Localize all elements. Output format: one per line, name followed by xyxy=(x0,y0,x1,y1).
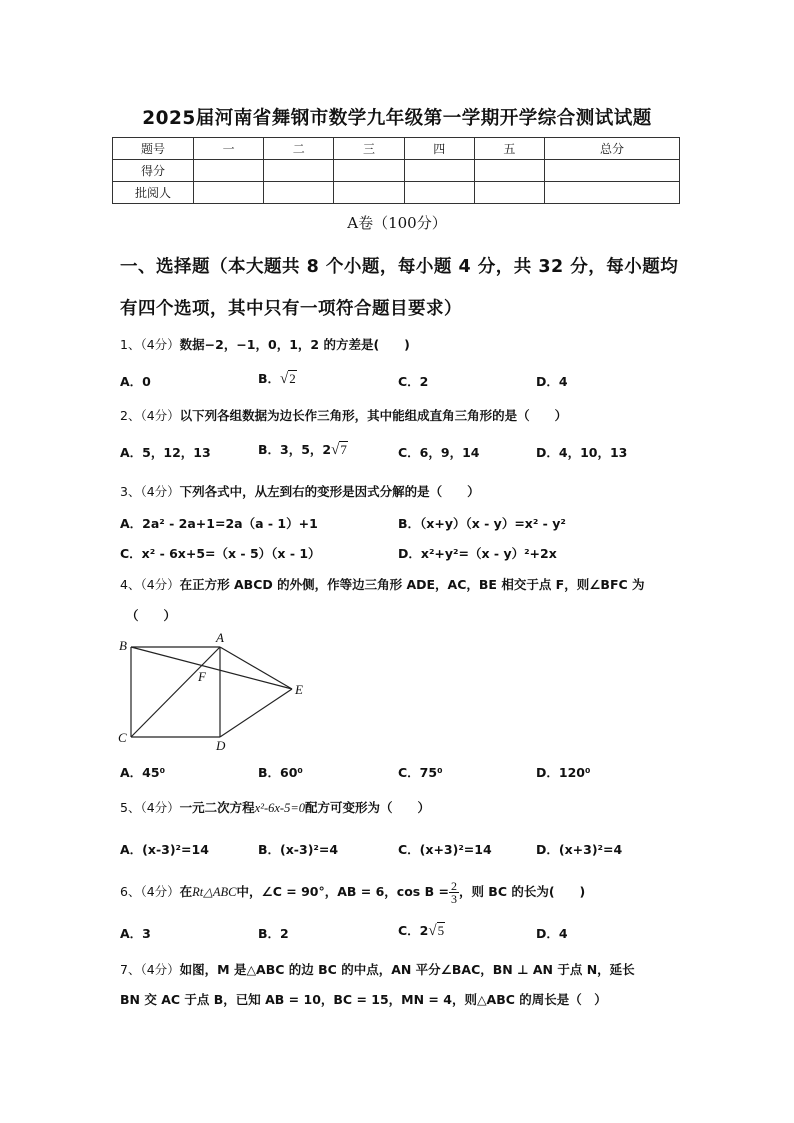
option-b xyxy=(258,369,297,388)
section-a-label: A卷（100分） xyxy=(347,214,447,232)
question-text: 配方可变形为（ ） xyxy=(305,800,431,815)
score-cell xyxy=(194,160,264,182)
option-d: D．(x+3)²=4 xyxy=(536,842,623,857)
segment-be xyxy=(131,647,292,689)
option-d: D．x²+y²=（x - y）²+2x xyxy=(398,546,557,561)
radical-sign: √ xyxy=(331,442,340,458)
question-4-blank: （ ） xyxy=(126,608,177,623)
score-cell: 五 xyxy=(474,138,544,160)
score-cell: 题号 xyxy=(113,138,194,160)
question-number: 2、 xyxy=(120,408,141,423)
option-c: C．(x+3)²=14 xyxy=(398,842,492,857)
score-cell: 总分 xyxy=(545,138,680,160)
score-table-row xyxy=(113,160,680,182)
question-number: 1、 xyxy=(120,337,141,352)
question-2 xyxy=(120,406,680,424)
question-text: 中，∠C = 90°，AB = 6，cos B = xyxy=(236,884,449,899)
label-c: C xyxy=(118,730,127,745)
label-a: A xyxy=(216,630,224,645)
option-a: A．45⁰ xyxy=(120,765,166,780)
sqrt-argument: 7 xyxy=(340,442,347,457)
question-3 xyxy=(120,482,680,500)
score-row-label: 得分 xyxy=(113,160,194,182)
score-table xyxy=(112,137,680,204)
option-b: B．2 xyxy=(258,926,289,941)
option-c: C．x² - 6x+5=（x - 5）（x - 1） xyxy=(120,546,321,561)
question-text: ，则 BC 的长为( ) xyxy=(458,884,586,899)
question-text: 以下列各组数据为边长作三角形，其中能组成直角三角形的是（ ） xyxy=(179,408,568,423)
option-c-label: C．2 xyxy=(398,923,429,938)
question-points: （4分） xyxy=(140,577,180,592)
option-c: C．2 xyxy=(398,374,429,389)
question-points: （4分） xyxy=(140,962,180,977)
fraction-numerator: 2 xyxy=(450,879,457,893)
radical-sign: √ xyxy=(428,923,437,939)
question-number: 4、 xyxy=(120,577,141,592)
question-number: 6、 xyxy=(120,884,141,899)
option-c: C．75⁰ xyxy=(398,765,443,780)
option-b: B．60⁰ xyxy=(258,765,303,780)
option-d: D．4，10，13 xyxy=(536,445,628,460)
option-d: D．4 xyxy=(536,926,568,941)
question-points: （4分） xyxy=(140,884,180,899)
score-cell xyxy=(404,182,474,204)
option-b-label: B．3，5，2 xyxy=(258,442,332,457)
question-text: 一元二次方程 xyxy=(179,800,255,815)
fraction xyxy=(449,880,459,905)
section-heading-line2: 有四个选项，其中只有一项符合题目要求） xyxy=(120,299,462,319)
score-row-label: 批阅人 xyxy=(113,182,194,204)
question-number: 5、 xyxy=(120,800,141,815)
fraction-denominator: 3 xyxy=(450,892,457,906)
score-cell: 二 xyxy=(264,138,334,160)
question-points: （4分） xyxy=(140,408,180,423)
score-cell xyxy=(334,160,404,182)
radical-sign: √ xyxy=(280,371,289,387)
question-6 xyxy=(120,880,680,905)
segment-de xyxy=(220,689,292,737)
score-cell: 一 xyxy=(194,138,264,160)
option-b xyxy=(258,440,348,459)
question-text: 下列各式中，从左到右的变形是因式分解的是（ ） xyxy=(179,484,480,499)
question-text: 数据−2，−1，0，1，2 的方差是( ) xyxy=(179,337,410,352)
option-a: A．5，12，13 xyxy=(120,445,211,460)
question-number: 7、 xyxy=(120,962,141,977)
score-table-header-row xyxy=(113,138,680,160)
option-d: D．4 xyxy=(536,374,568,389)
sqrt-argument: 2 xyxy=(289,371,296,386)
score-cell xyxy=(545,182,680,204)
question-points: （4分） xyxy=(140,337,180,352)
score-cell xyxy=(545,160,680,182)
question-1 xyxy=(120,335,680,353)
question-5 xyxy=(120,798,680,816)
score-cell xyxy=(474,160,544,182)
equation: x²-6x-5=0 xyxy=(254,801,306,815)
option-a: A．2a² - 2a+1=2a（a - 1）+1 xyxy=(120,516,318,531)
label-f: F xyxy=(198,669,206,684)
question-text: 在正方形 ABCD 的外侧，作等边三角形 ADE，AC，BE 相交于点 F，则∠BFC 为 xyxy=(179,577,645,592)
segment-ac xyxy=(131,647,220,737)
score-cell xyxy=(334,182,404,204)
option-b: B．(x-3)²=4 xyxy=(258,842,339,857)
score-cell: 四 xyxy=(404,138,474,160)
score-cell xyxy=(474,182,544,204)
page-title: 2025届河南省舞钢市数学九年级第一学期开学综合测试试题 xyxy=(142,108,652,129)
option-a: A．3 xyxy=(120,926,151,941)
score-cell xyxy=(194,182,264,204)
question-number: 3、 xyxy=(120,484,141,499)
segment-ae xyxy=(220,647,292,689)
question-text: 在 xyxy=(179,884,193,899)
sqrt-expression xyxy=(428,923,445,940)
label-e: E xyxy=(295,682,303,697)
option-d: D．120⁰ xyxy=(536,765,591,780)
label-d: D xyxy=(216,738,226,753)
question-points: （4分） xyxy=(140,800,180,815)
question-4 xyxy=(120,575,680,593)
square-triangle-figure xyxy=(114,628,314,753)
score-cell xyxy=(264,182,334,204)
option-b-label: B． xyxy=(258,371,281,386)
score-table-row xyxy=(113,182,680,204)
score-cell: 三 xyxy=(334,138,404,160)
label-b: B xyxy=(119,638,127,653)
option-c xyxy=(398,921,445,940)
question-points: （4分） xyxy=(140,484,180,499)
section-heading-line1: 一、选择题（本大题共 8 个小题，每小题 4 分，共 32 分，每小题均 xyxy=(120,257,679,277)
sqrt-argument: 5 xyxy=(437,923,445,938)
question-text: 如图，M 是△ABC 的边 BC 的中点，AN 平分∠BAC，BN ⊥ AN 于点 N，延长 xyxy=(179,962,635,977)
sqrt-expression xyxy=(331,442,348,459)
option-a: A．0 xyxy=(120,374,151,389)
option-a: A．(x-3)²=14 xyxy=(120,842,209,857)
question-7-line2: BN 交 AC 于点 B，已知 AB = 10，BC = 15，MN = 4，则△ABC 的周长是（ ） xyxy=(120,992,607,1007)
option-b: B．（x+y）（x - y）=x² - y² xyxy=(398,516,566,531)
score-cell xyxy=(264,160,334,182)
sqrt-expression xyxy=(280,371,297,388)
triangle-name: Rt△ABC xyxy=(192,885,237,899)
question-7 xyxy=(120,960,680,978)
option-c: C．6，9，14 xyxy=(398,445,480,460)
score-cell xyxy=(404,160,474,182)
